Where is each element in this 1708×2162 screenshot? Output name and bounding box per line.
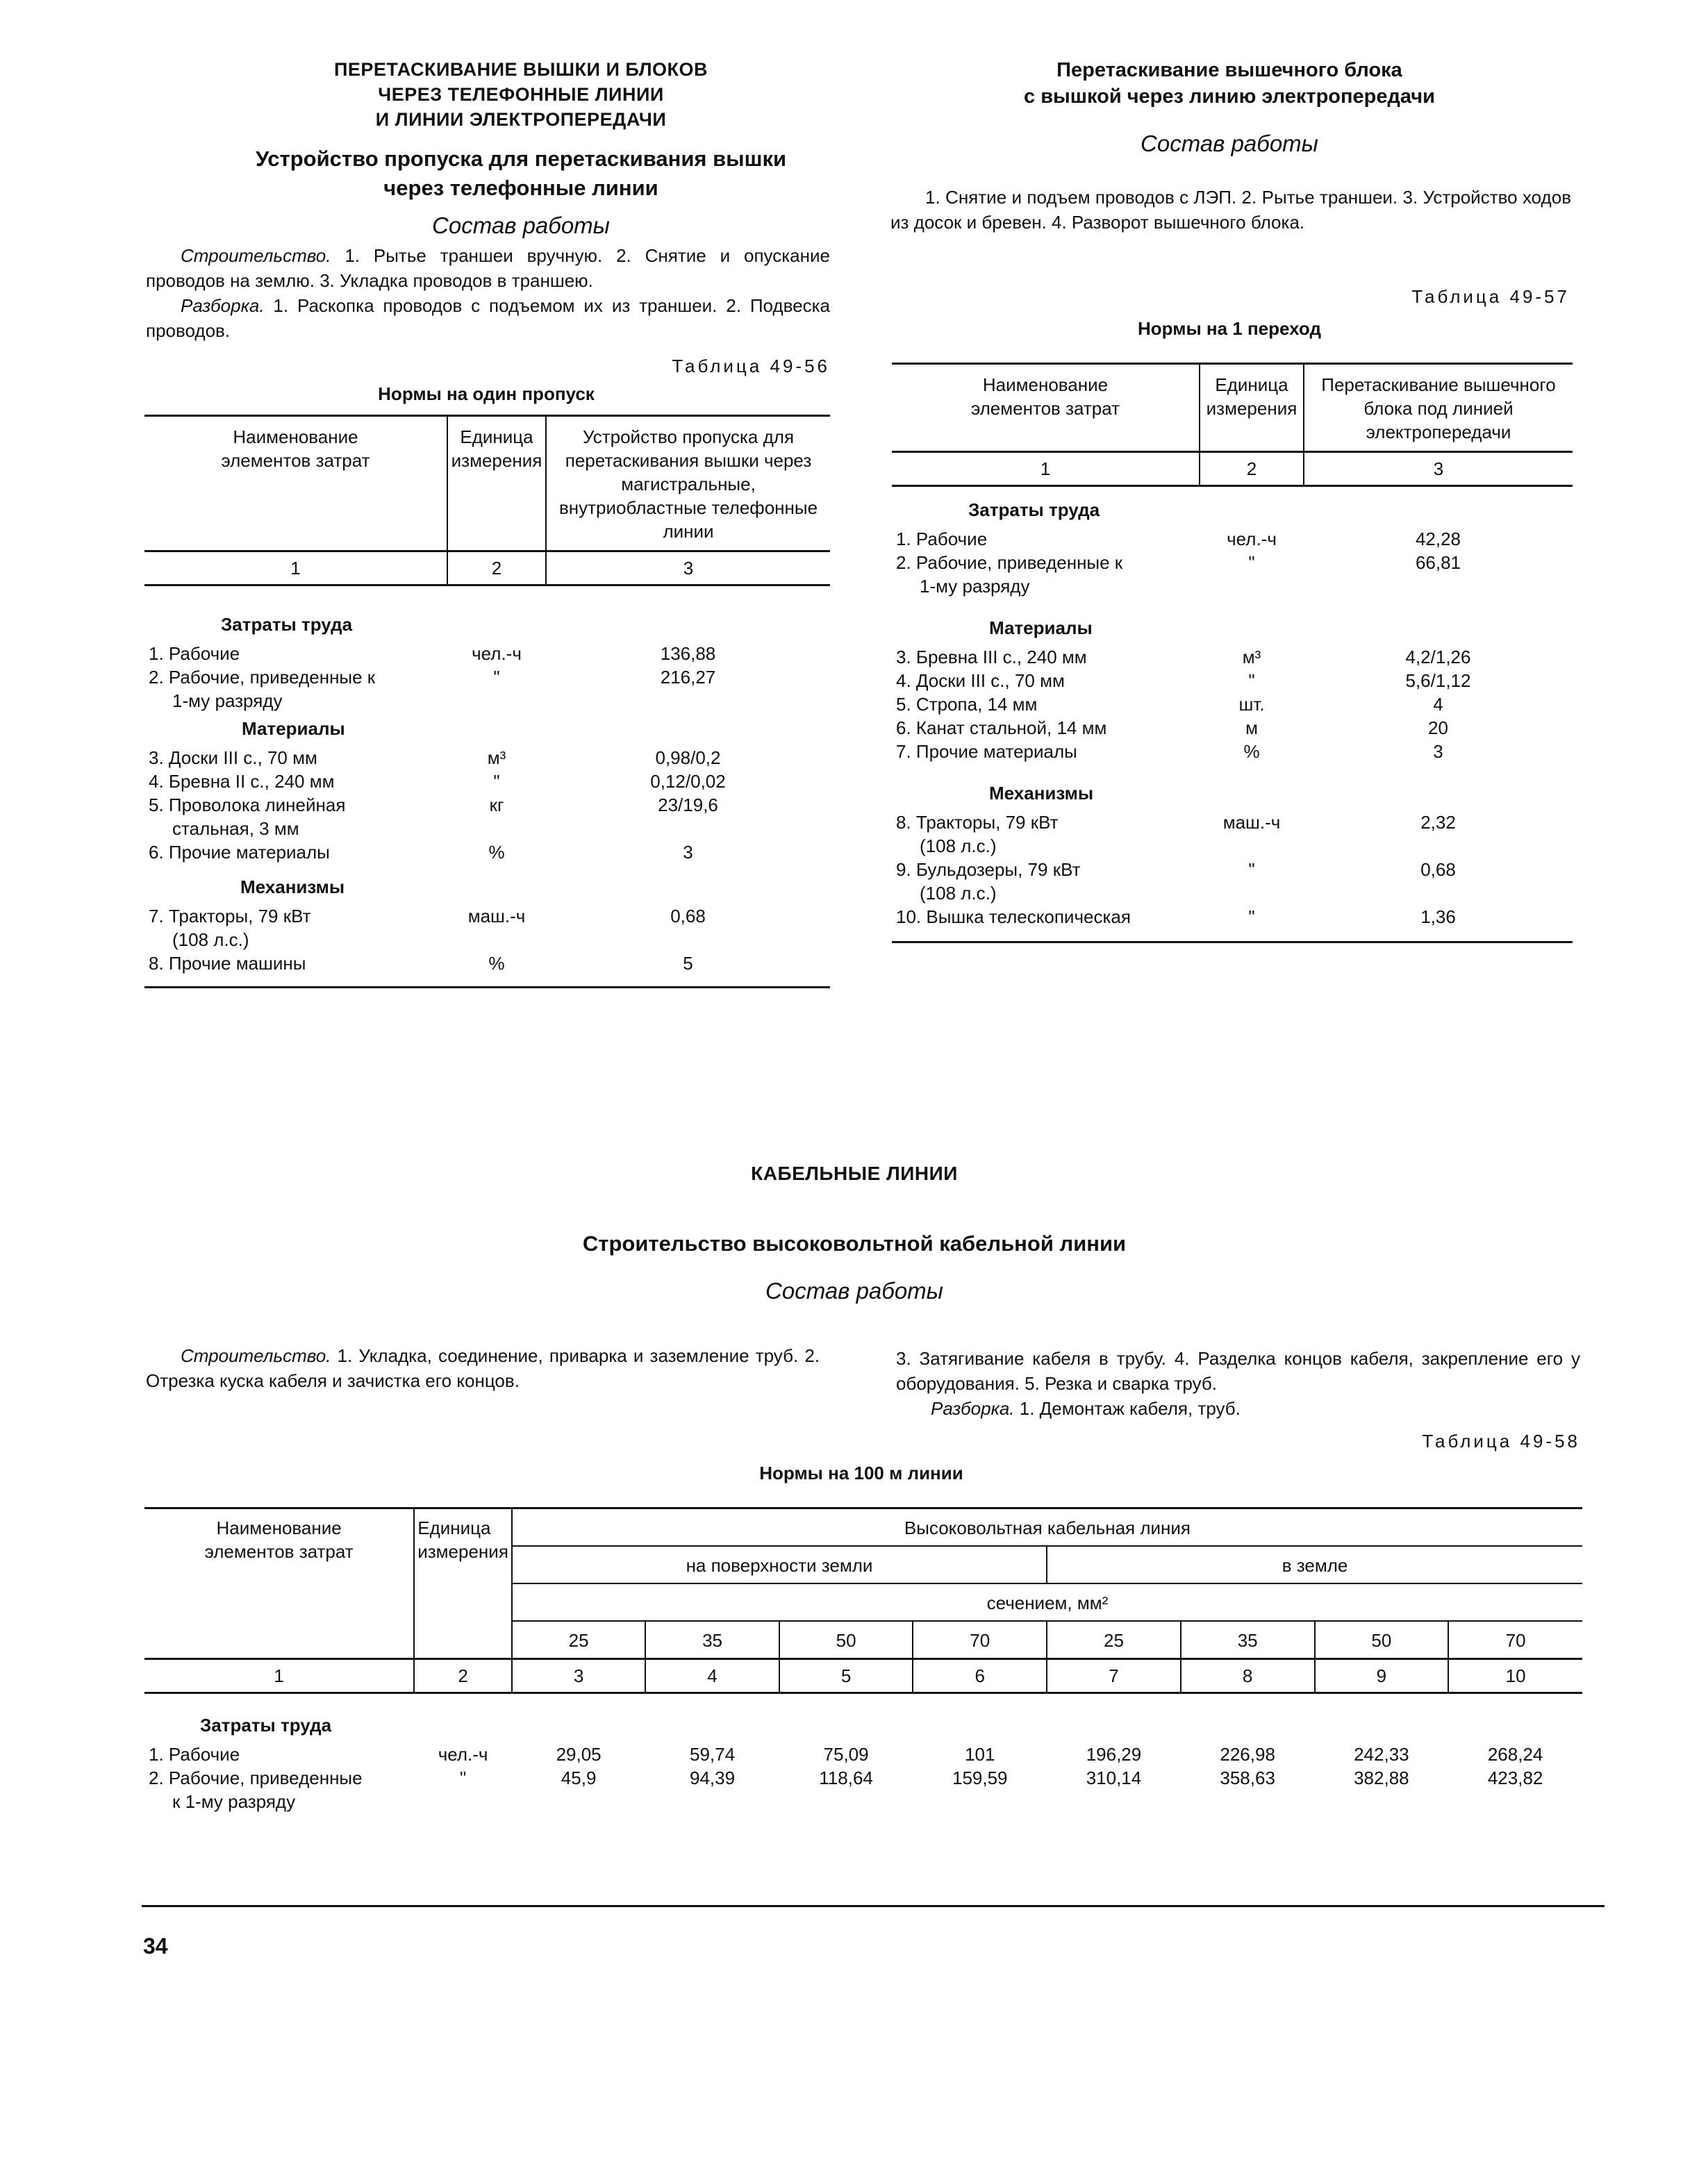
cable-work-description-left xyxy=(146,1343,820,1393)
right-section-heading xyxy=(889,57,1570,110)
table-row: 5. Проволока линейная стальная, 3 мм кг 23/19,6 xyxy=(149,795,718,839)
table-row: 4. Бревна II с., 240 мм " 0,12/0,02 xyxy=(149,771,726,792)
table-row: 8. Прочие машины % 5 xyxy=(144,951,830,988)
left-subheading xyxy=(160,144,882,203)
cable-section-heading: КАБЕЛЬНЫЕ ЛИНИИ xyxy=(751,1163,958,1184)
section-title: Затраты труда xyxy=(221,614,353,635)
cable-subheading: Строительство высоковольтной кабельной линии xyxy=(582,1231,1127,1256)
right-work-title: Состав работы xyxy=(1141,131,1318,156)
table-row: 10. Вышка телескопическая " 1,36 xyxy=(892,905,1573,942)
col-number: 5 xyxy=(779,1659,913,1693)
col-unit-header: Единица измерения xyxy=(1200,364,1304,452)
col-number: 3 xyxy=(546,551,830,585)
col-number: 3 xyxy=(512,1659,645,1693)
subgroup-ground: в земле xyxy=(1047,1546,1582,1583)
heading-line: И ЛИНИИ ЭЛЕКТРОПЕРЕДАЧИ xyxy=(375,109,667,130)
table-row: 6. Прочие материалы % 3 xyxy=(149,842,693,863)
table-row: 1. Рабочие чел.-ч 136,88 xyxy=(149,643,716,664)
text-construction: 1. Рытье траншеи вручную. 2. Снятие и опускание проводов на землю. 3. Укладка проводов в траншею. xyxy=(146,245,830,291)
col-number: 8 xyxy=(1181,1659,1315,1693)
table-row: 1. Рабочие чел.-ч 42,28 xyxy=(896,529,1461,549)
table-row: 3. Бревна III с., 240 мм м³ 4,2/1,26 xyxy=(896,647,1471,667)
section-title: Материалы xyxy=(242,718,345,739)
size-header: 25 xyxy=(1047,1621,1181,1659)
subheading-line: через телефонные линии xyxy=(383,176,658,200)
table-row: 4. Доски III с., 70 мм " 5,6/1,12 xyxy=(896,670,1471,691)
col-number: 1 xyxy=(144,551,447,585)
col-name-header: Наименование элементов затрат xyxy=(144,416,447,551)
right-table-caption: Нормы на 1 переход xyxy=(1138,318,1321,339)
label-dismantling: Разборка. xyxy=(931,1398,1015,1419)
heading-line: Перетаскивание вышечного блока xyxy=(1056,59,1402,81)
cable-table-label: Таблица 49-58 xyxy=(1422,1431,1580,1452)
text-dismantling: 1. Демонтаж кабеля, труб. xyxy=(1014,1398,1241,1419)
col-number: 7 xyxy=(1047,1659,1181,1693)
section-title: Затраты труда xyxy=(200,1715,332,1736)
subgroup-surface: на поверхности земли xyxy=(512,1546,1047,1583)
col-number: 4 xyxy=(645,1659,779,1693)
col-unit-header: Единица измерения xyxy=(447,416,546,551)
size-header: 35 xyxy=(645,1621,779,1659)
cable-norms-table xyxy=(144,1507,1582,1813)
section-title: Затраты труда xyxy=(968,499,1100,520)
table-row: 7. Тракторы, 79 кВт (108 л.с.) маш.-ч 0,68 xyxy=(149,906,706,950)
label-construction: Строительство. xyxy=(181,1345,331,1366)
footer-rule xyxy=(142,1905,1605,1907)
left-work-description xyxy=(146,243,830,343)
left-norms-table xyxy=(144,415,830,988)
size-header: 25 xyxy=(512,1621,645,1659)
left-table-caption: Нормы на один пропуск xyxy=(378,383,595,404)
right-table-label: Таблица 49-57 xyxy=(1411,286,1570,307)
section-title: Материалы xyxy=(989,617,1093,638)
col-number: 1 xyxy=(892,452,1200,486)
size-header: 70 xyxy=(913,1621,1047,1659)
table-row: 2. Рабочие, приведенные к 1-му разряду " 66,81 xyxy=(896,552,1461,597)
size-header: 50 xyxy=(779,1621,913,1659)
label-construction: Строительство. xyxy=(181,245,331,266)
table-row: 7. Прочие материалы % 3 xyxy=(896,741,1443,762)
col-name-header: Наименование элементов затрат xyxy=(892,364,1200,452)
col-desc-header: Устройство пропуска для перетаскивания вышки через магистральные, внутриобластные телефонные линии xyxy=(546,416,830,551)
heading-line: ЧЕРЕЗ ТЕЛЕФОННЫЕ ЛИНИИ xyxy=(378,84,664,105)
col-number: 9 xyxy=(1315,1659,1449,1693)
text-construction-cont: 3. Затягивание кабеля в трубу. 4. Разделка концов кабеля, закрепление его у оборудования. 5. Резка и сварка труб. xyxy=(896,1348,1580,1394)
cable-table-caption: Нормы на 100 м линии xyxy=(759,1463,963,1483)
cable-work-title: Состав работы xyxy=(765,1278,943,1304)
section-title: Механизмы xyxy=(240,876,345,897)
col-number: 2 xyxy=(1200,452,1304,486)
heading-line: ПЕРЕТАСКИВАНИЕ ВЫШКИ И БЛОКОВ xyxy=(333,59,708,80)
table-row: 2. Рабочие, приведенные к 1-му разряду " 216,27 xyxy=(149,667,716,711)
col-number: 10 xyxy=(1448,1659,1582,1693)
section-title: Механизмы xyxy=(989,783,1094,804)
col-number: 1 xyxy=(144,1659,414,1693)
left-table-label: Таблица 49-56 xyxy=(672,356,830,376)
label-dismantling: Разборка. xyxy=(181,295,265,316)
right-norms-table xyxy=(892,363,1573,943)
cable-work-description-right xyxy=(896,1346,1580,1421)
left-section-heading xyxy=(208,57,834,132)
size-header: 50 xyxy=(1315,1621,1449,1659)
table-row: 1. Рабочие чел.-ч 29,05 59,74 75,09 101 196,29 226,98 242,33 268,24 xyxy=(149,1744,1543,1765)
col-number: 6 xyxy=(913,1659,1047,1693)
size-header: 70 xyxy=(1448,1621,1582,1659)
heading-line: с вышкой через линию электропередачи xyxy=(1024,85,1435,108)
col-number: 2 xyxy=(447,551,546,585)
right-work-description: 1. Снятие и подъем проводов с ЛЭП. 2. Рытье траншеи. 3. Устройство ходов из досок и бревен. 4. Разворот вышечного блока. xyxy=(890,187,1571,233)
table-row: 2. Рабочие, приведенные к 1-му разряду " 45,9 94,39 118,64 159,59 310,14 358,63 382,88 423,82 xyxy=(149,1768,1543,1812)
group-header: Высоковольтная кабельная линия xyxy=(512,1508,1582,1547)
col-number: 3 xyxy=(1304,452,1573,486)
section-size-header: сечением, мм² xyxy=(512,1583,1582,1621)
col-desc-header: Перетаскивание вышечного блока под линией электропередачи xyxy=(1304,364,1573,452)
table-row: 6. Канат стальной, 14 мм м 20 xyxy=(896,717,1448,738)
text-construction: 1. Укладка, соединение, приварка и заземление труб. 2. Отрезка куска кабеля и зачистка его концов. xyxy=(146,1345,820,1391)
table-row: 8. Тракторы, 79 кВт (108 л.с.) маш.-ч 2,32 xyxy=(896,812,1456,856)
page-number: 34 xyxy=(143,1934,168,1959)
table-row: 3. Доски III с., 70 мм м³ 0,98/0,2 xyxy=(149,747,721,768)
size-header: 35 xyxy=(1181,1621,1315,1659)
col-unit-header: Единица измерения xyxy=(414,1508,512,1659)
col-number: 2 xyxy=(414,1659,512,1693)
subheading-line: Устройство пропуска для перетаскивания вышки xyxy=(255,147,787,171)
col-name-header: Наименование элементов затрат xyxy=(144,1508,414,1659)
table-row: 5. Стропа, 14 мм шт. 4 xyxy=(896,694,1443,715)
table-row: 9. Бульдозеры, 79 кВт (108 л.с.) " 0,68 xyxy=(896,859,1456,904)
left-work-title: Состав работы xyxy=(432,213,610,238)
text-dismantling: 1. Раскопка проводов с подъемом их из траншеи. 2. Подвеска проводов. xyxy=(146,295,830,341)
